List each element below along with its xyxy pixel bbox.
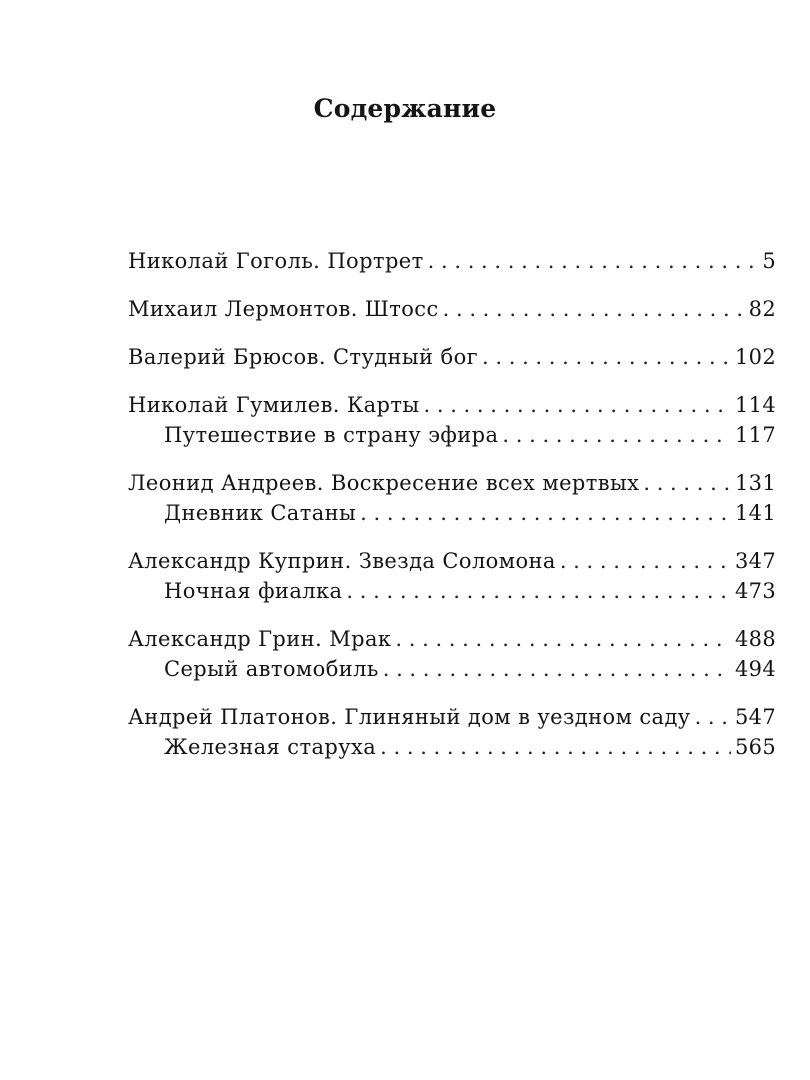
dot-leader bbox=[346, 576, 731, 606]
toc-entry bbox=[128, 390, 776, 420]
toc-entry-title: Александр Грин. Мрак bbox=[128, 627, 392, 651]
toc-page-number: 141 bbox=[735, 501, 776, 525]
toc-subentry bbox=[128, 420, 776, 450]
toc-page-number: 547 bbox=[735, 705, 776, 729]
dot-leader bbox=[380, 732, 731, 762]
toc-subentry bbox=[128, 498, 776, 528]
toc-entry-title: Николай Гумилев. Карты bbox=[128, 393, 420, 417]
dot-leader bbox=[424, 390, 732, 420]
toc-page-number: 488 bbox=[735, 627, 776, 651]
toc-entry bbox=[128, 702, 776, 732]
toc-entry-title: Леонид Андреев. Воскресение всех мертвых bbox=[128, 471, 640, 495]
toc-entry-title: Серый автомобиль bbox=[164, 657, 379, 681]
toc-entry bbox=[128, 624, 776, 654]
dot-leader bbox=[383, 654, 731, 684]
dot-leader bbox=[360, 498, 731, 528]
toc-entry-title: Александр Куприн. Звезда Соломона bbox=[128, 549, 556, 573]
toc-page-number: 82 bbox=[748, 297, 776, 321]
toc-page-number: 131 bbox=[735, 471, 776, 495]
toc-entry bbox=[128, 468, 776, 498]
dot-leader bbox=[560, 546, 731, 576]
toc-entry-title: Ночная фиалка bbox=[164, 579, 343, 603]
table-of-contents bbox=[128, 246, 776, 762]
toc-entry-title: Путешествие в страну эфира bbox=[164, 423, 499, 447]
toc-page-number: 473 bbox=[735, 579, 776, 603]
toc-page-number: 565 bbox=[735, 735, 776, 759]
toc-entry bbox=[128, 246, 776, 276]
dot-leader bbox=[502, 420, 731, 450]
toc-page-number: 347 bbox=[735, 549, 776, 573]
toc-entry bbox=[128, 342, 776, 372]
toc-entry bbox=[128, 294, 776, 324]
dot-leader bbox=[428, 246, 759, 276]
toc-entry-title: Андрей Платонов. Глиняный дом в уездном саду bbox=[128, 705, 691, 729]
dot-leader bbox=[643, 468, 731, 498]
toc-page-number: 117 bbox=[735, 423, 776, 447]
dot-leader bbox=[695, 702, 731, 732]
toc-entry-title: Валерий Брюсов. Студный бог bbox=[128, 345, 479, 369]
toc-page-number: 114 bbox=[735, 393, 776, 417]
dot-leader bbox=[482, 342, 731, 372]
dot-leader bbox=[395, 624, 731, 654]
toc-entry-title: Николай Гоголь. Портрет bbox=[128, 249, 424, 273]
toc-entry-title: Железная старуха bbox=[164, 735, 377, 759]
toc-subentry bbox=[128, 654, 776, 684]
toc-page-number: 494 bbox=[735, 657, 776, 681]
toc-subentry bbox=[128, 576, 776, 606]
toc-entry-title: Дневник Сатаны bbox=[164, 501, 357, 525]
toc-page-number: 5 bbox=[762, 249, 776, 273]
toc-entry-title: Михаил Лермонтов. Штосс bbox=[128, 297, 439, 321]
toc-subentry bbox=[128, 732, 776, 762]
page-title: Содержание bbox=[313, 94, 497, 123]
toc-entry bbox=[128, 546, 776, 576]
dot-leader bbox=[443, 294, 745, 324]
toc-page-number: 102 bbox=[735, 345, 776, 369]
